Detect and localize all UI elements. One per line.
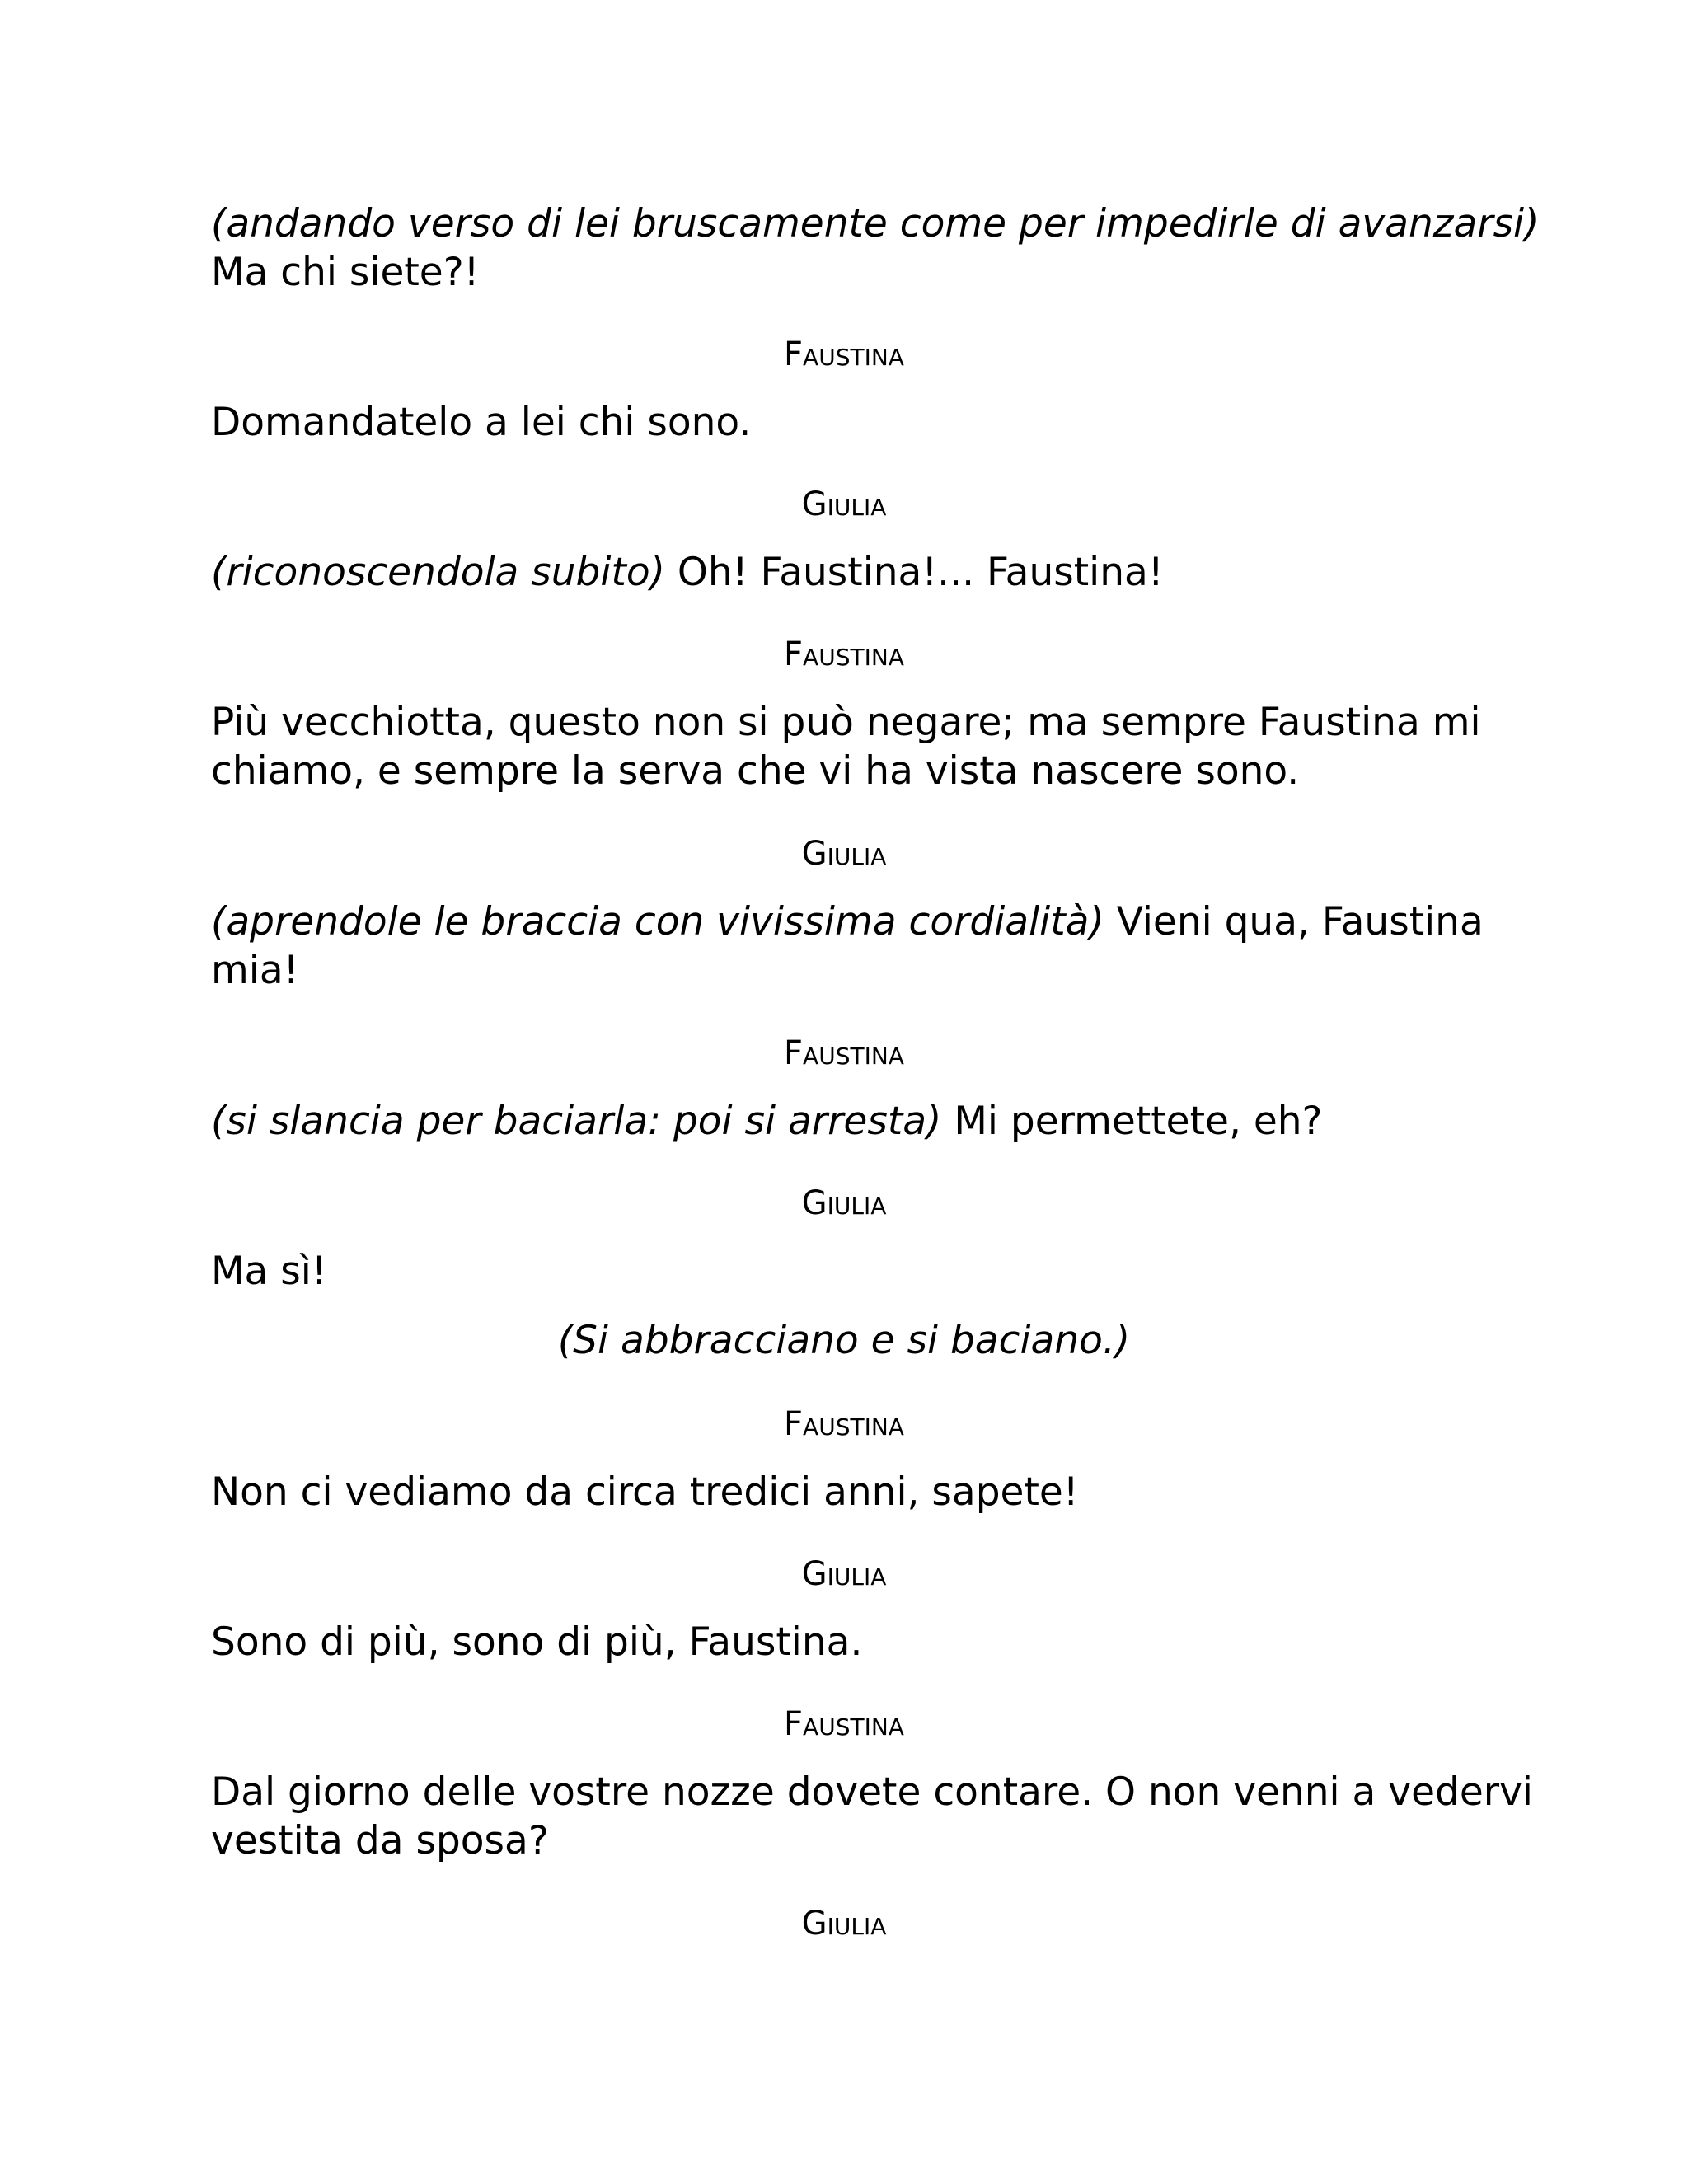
dialogue-block [211, 1618, 1480, 1666]
speaker-name: Giulia [801, 835, 887, 873]
dialogue-text: Ma chi siete?! [211, 250, 480, 295]
dialogue-text: Domandatelo a lei chi sono. [211, 400, 752, 445]
dialogue-line [211, 548, 1480, 597]
stage-direction: (andando verso di lei bruscamente come per impedirle di avanzarsi) [211, 201, 1540, 246]
dialogue-block [211, 398, 1480, 447]
speaker-name: Giulia [801, 1184, 887, 1222]
dialogue-block [211, 1097, 1480, 1146]
dialogue-line [211, 1097, 1480, 1146]
dialogue-block [211, 1247, 1480, 1296]
dialogue-line [211, 398, 1480, 447]
dialogue-block [211, 548, 1480, 597]
dialogue-line [211, 1618, 1480, 1666]
stage-direction-centered: (Si abbracciano e si baciano.) [557, 1318, 1131, 1363]
speaker-name: Faustina [784, 1034, 904, 1072]
speaker-name: Faustina [784, 635, 904, 673]
dialogue-line [211, 248, 1480, 297]
dialogue-text: vestita da sposa? [211, 1818, 549, 1863]
dialogue-block [211, 898, 1484, 995]
dialogue-block [211, 698, 1480, 795]
speaker-name: Giulia [801, 1555, 887, 1593]
dialogue-line [211, 1247, 1480, 1296]
dialogue-block [211, 199, 1540, 297]
dialogue-text: Sono di più, sono di più, Faustina. [211, 1619, 863, 1665]
dialogue-block [211, 1468, 1480, 1516]
dialogue-line [211, 1816, 1480, 1865]
stage-direction: (riconoscendola subito) [211, 550, 665, 595]
speaker-name: Faustina [784, 1705, 904, 1743]
dialogue-text: Mi permettete, eh? [941, 1099, 1323, 1144]
dialogue-line [211, 898, 1484, 946]
stage-direction: (si slancia per baciarla: poi si arresta) [211, 1099, 942, 1144]
dialogue-text: Dal giorno delle vostre nozze dovete contare. O non venni a vedervi [211, 1769, 1533, 1815]
stage-direction: (aprendole le braccia con vivissima cordialità) [211, 899, 1104, 944]
dialogue-block [211, 1768, 1533, 1865]
dialogue-line [211, 1768, 1533, 1816]
speaker-name: Giulia [801, 1905, 887, 1943]
dialogue-line [211, 747, 1480, 795]
speaker-name: Faustina [784, 335, 904, 373]
dialogue-text: Non ci vediamo da circa tredici anni, sapete! [211, 1469, 1079, 1515]
dialogue-line [211, 199, 1540, 248]
dialogue-text: Ma sì! [211, 1249, 327, 1294]
dialogue-text: Più vecchiotta, questo non si può negare; ma sempre Faustina mi [211, 700, 1481, 745]
dialogue-text: Vieni qua, Faustina [1104, 899, 1484, 944]
speaker-name: Giulia [801, 485, 887, 523]
speaker-name: Faustina [784, 1405, 904, 1443]
dialogue-text: Oh! Faustina!... Faustina! [664, 550, 1164, 595]
dialogue-line [211, 698, 1480, 747]
dialogue-line [211, 1468, 1480, 1516]
dialogue-line [211, 946, 1480, 995]
dialogue-text: chiamo, e sempre la serva che vi ha vista nascere sono. [211, 748, 1300, 794]
dialogue-text: mia! [211, 948, 299, 993]
